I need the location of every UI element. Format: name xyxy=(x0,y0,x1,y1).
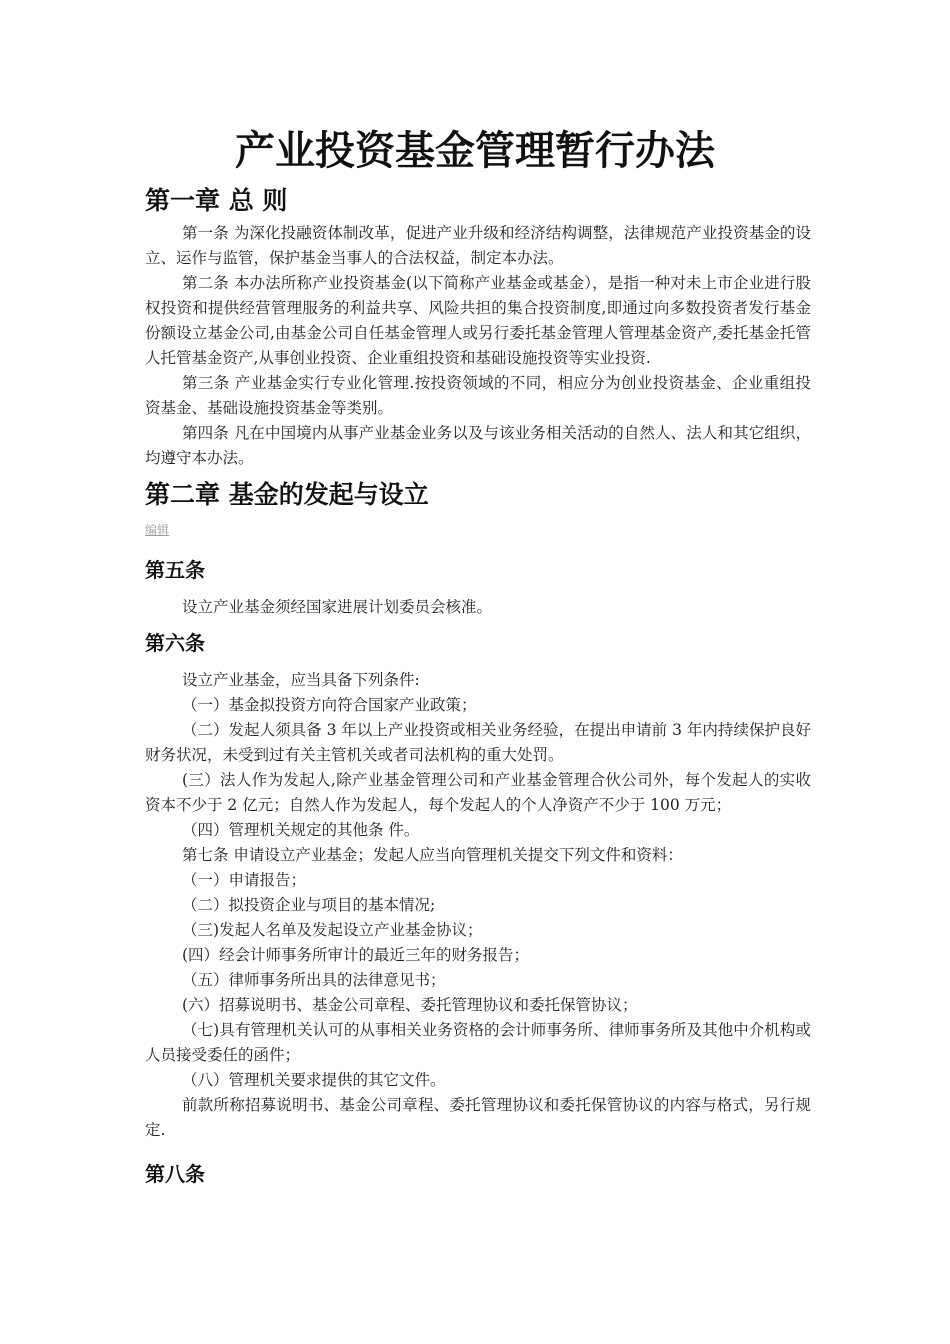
list-item: （二）拟投资企业与项目的基本情况; xyxy=(182,896,436,914)
list-item: （一）申请报告； xyxy=(182,871,307,889)
article-paragraph: 设立产业基金须经国家进展计划委员会核准。 xyxy=(182,598,493,616)
article-paragraph: 第七条 申请设立产业基金；发起人应当向管理机关提交下列文件和资料： xyxy=(182,846,683,864)
article-paragraph: 第一条 为深化投融资体制改革，促进产业升级和经济结构调整，法律规范产业投资基金的设立、运作与监管，保护基金当事人的合法权益，制定本办法。 xyxy=(145,224,811,267)
list-item: （八）管理机关要求提供的其它文件。 xyxy=(182,1071,446,1089)
list-item: （三)发起人名单及发起设立产业基金协议； xyxy=(182,921,483,939)
article-heading: 第六条 xyxy=(145,631,205,655)
document-body xyxy=(145,183,811,1199)
chapter-heading: 第一章 总 则 xyxy=(145,186,288,215)
list-item: （一）基金拟投资方向符合国家产业政策； xyxy=(182,696,477,714)
list-item: (三）法人作为发起人,除产业基金管理公司和产业基金管理合伙公司外，每个发起人的实收资本不少于 2 亿元；自然人作为发起人，每个发起人的个人净资产不少于 100 万元； xyxy=(145,771,811,814)
list-item: (四）经会计师事务所审计的最近三年的财务报告； xyxy=(182,946,530,964)
chapter-heading: 第二章 基金的发起与设立 xyxy=(145,480,429,509)
list-item: （五）律师事务所出具的法律意见书； xyxy=(182,971,446,989)
article-paragraph: 前款所称招募说明书、基金公司章程、委托管理协议和委托保管协议的内容与格式，另行规定. xyxy=(145,1096,811,1139)
article-paragraph: 第二条 本办法所称产业投资基金(以下简称产业基金或基金），是指一种对未上市企业进行股权投资和提供经营管理服务的利益共享、风险共担的集合投资制度,即通过向多数投资者发行基金份额设立基金公司,由基金公司自任基金管理人或另行委托基金管理人管理基金资产,委托基金托管人托管基金资产,从事创业投资、企业重组投资和基础设施投资等实业投资. xyxy=(145,274,811,367)
document-title: 产业投资基金管理暂行办法 xyxy=(235,127,715,174)
article-heading: 第五条 xyxy=(145,558,205,582)
list-item: （二）发起人须具备 3 年以上产业投资或相关业务经验，在提出申请前 3 年内持续保护良好财务状况，未受到过有关主管机关或者司法机构的重大处罚。 xyxy=(145,721,811,764)
list-item: (六）招募说明书、基金公司章程、委托管理协议和委托保管协议； xyxy=(182,996,638,1014)
article-heading: 第八条 xyxy=(145,1162,205,1186)
article-paragraph: 设立产业基金，应当具备下列条件: xyxy=(182,671,420,689)
list-item: （四）管理机关规定的其他条 件。 xyxy=(182,821,420,839)
article-paragraph: 第三条 产业基金实行专业化管理.按投资领域的不同，相应分为创业投资基金、企业重组投资基金、基础设施投资基金等类别。 xyxy=(145,374,811,417)
list-item: （七)具有管理机关认可的从事相关业务资格的会计师事务所、律师事务所及其他中介机构或人员接受委任的函件； xyxy=(145,1021,811,1064)
edit-link[interactable]: 编辑 xyxy=(145,523,170,537)
article-paragraph: 第四条 凡在中国境内从事产业基金业务以及与该业务相关活动的自然人、法人和其它组织，均遵守本办法。 xyxy=(145,424,811,467)
